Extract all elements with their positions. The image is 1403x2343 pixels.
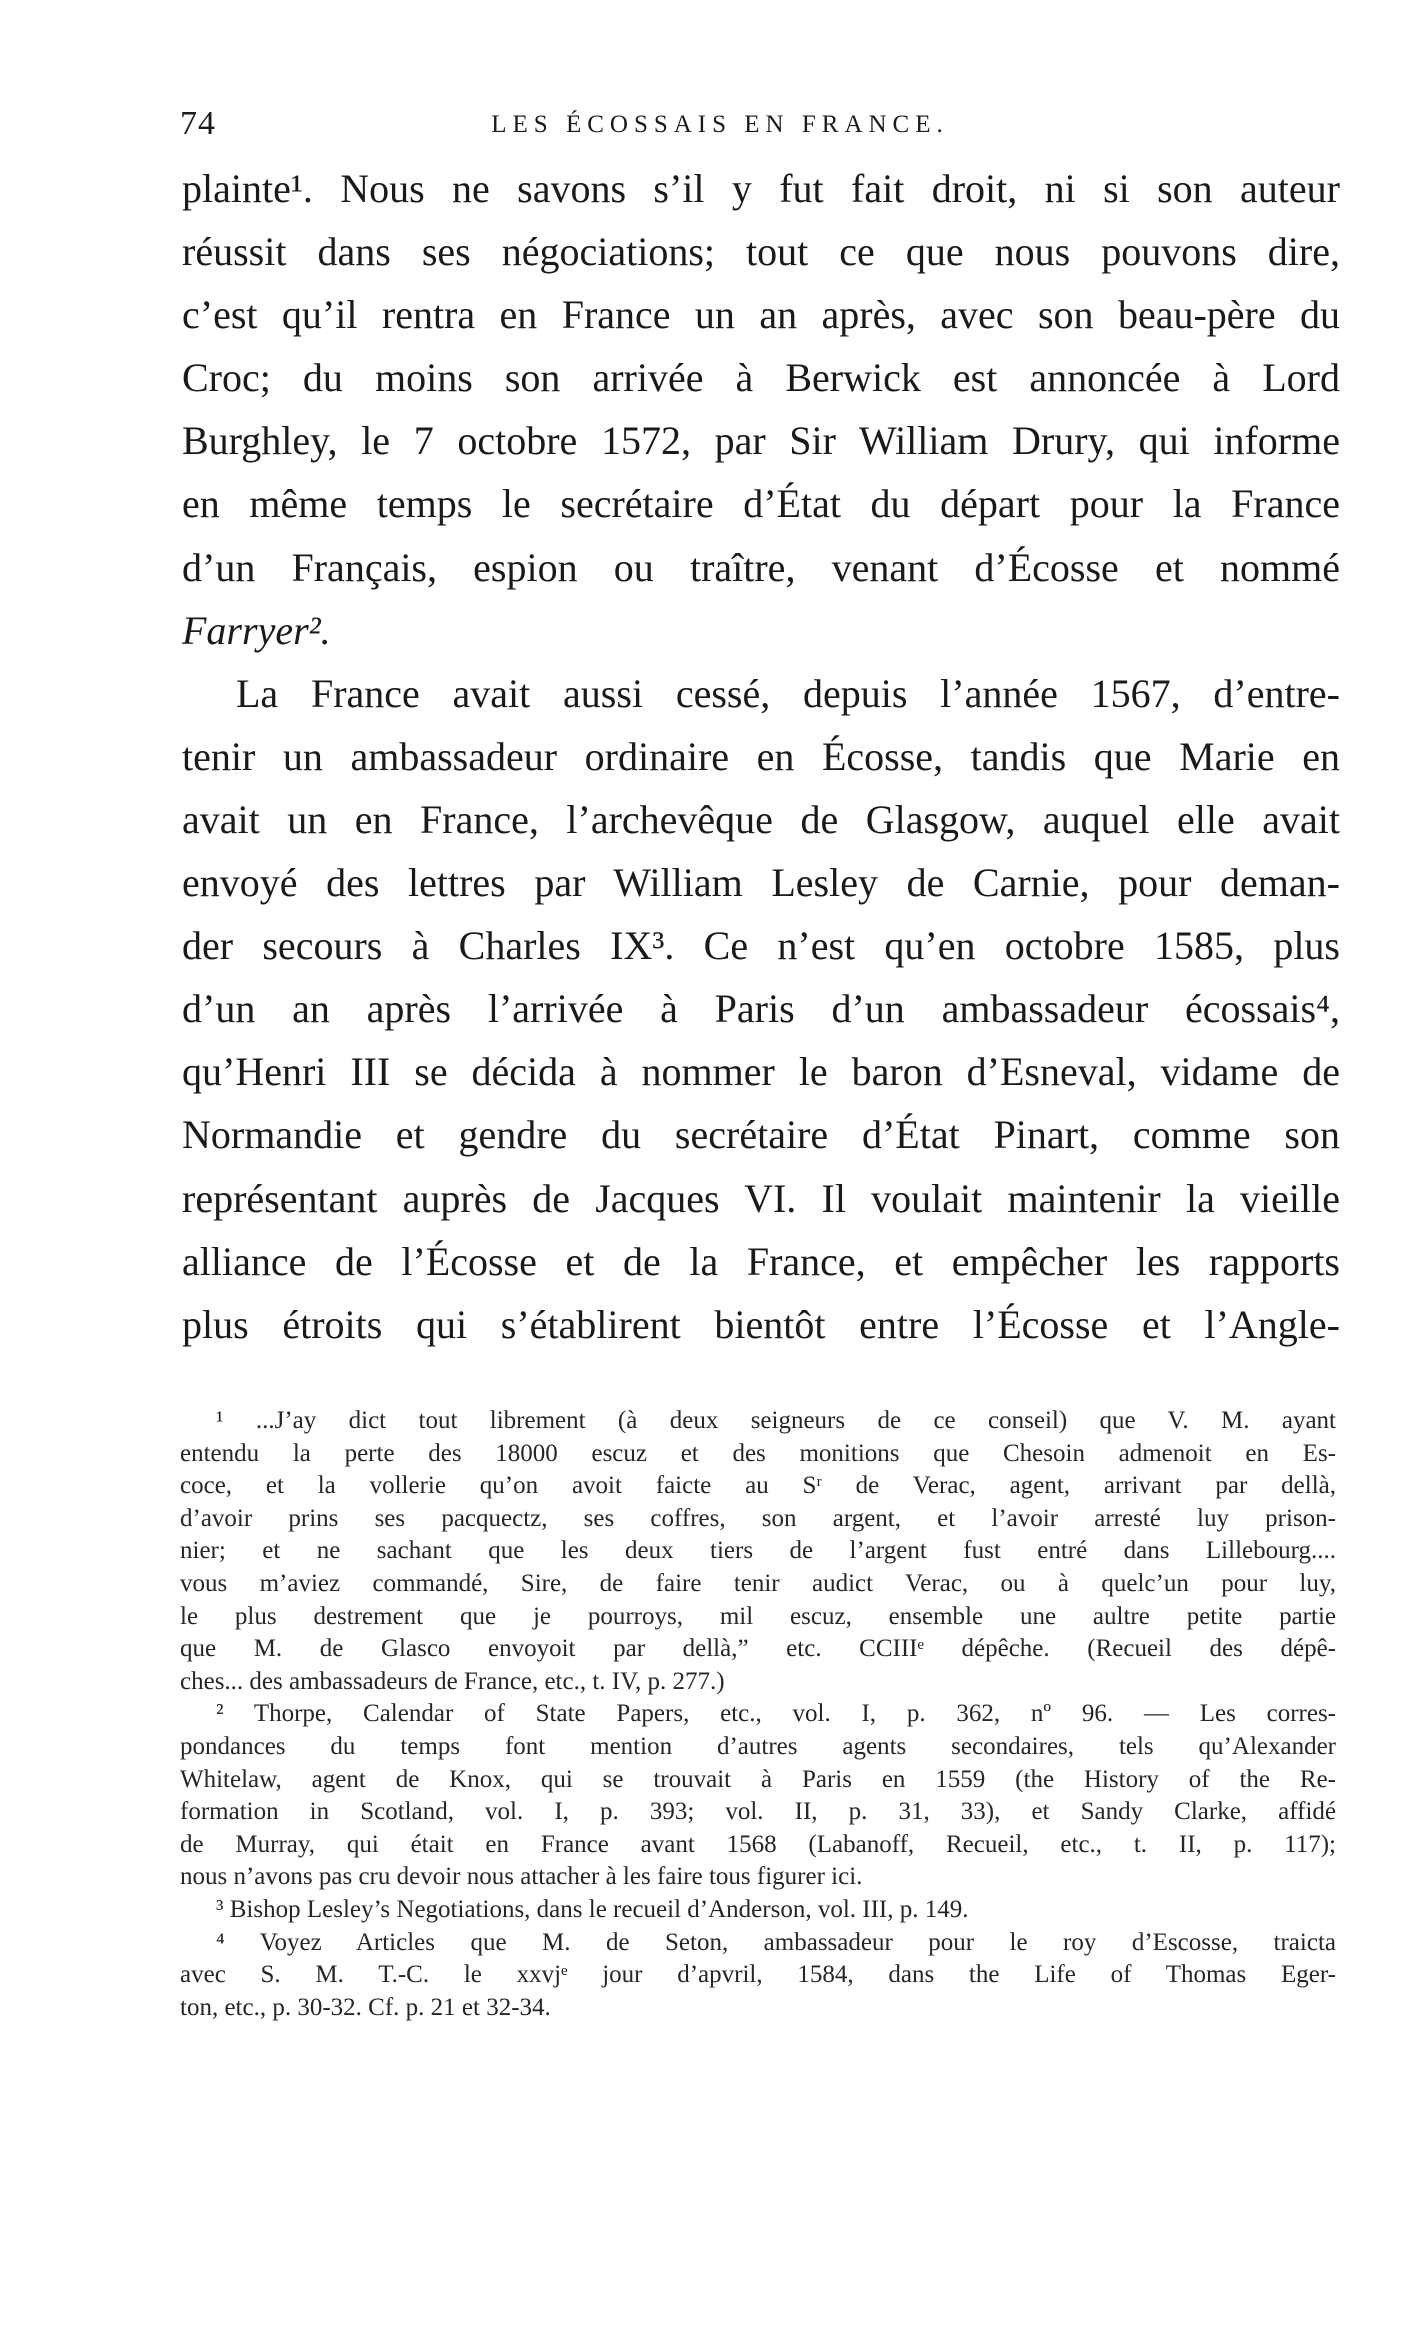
body-line: d’un an après l’arrivée à Paris d’un ambassadeur écossais⁴, bbox=[182, 986, 1340, 1032]
footnote-3: ³ Bishop Lesley’s Negotiations, dans le recueil d’Anderson, vol. III, p. 149. bbox=[216, 1895, 969, 1923]
body-text bbox=[182, 157, 1340, 1356]
body-line: alliance de l’Écosse et de la France, et empêcher les rapports bbox=[182, 1238, 1340, 1284]
footnote-2-start: ² Thorpe, Calendar of State Papers, etc., vol. I, p. 362, nº 96. — Les corres- bbox=[216, 1700, 1336, 1728]
running-title: LES ÉCOSSAIS EN FRANCE. bbox=[491, 111, 949, 138]
body-line: plus étroits qui s’établirent bientôt entre l’Écosse et l’Angle- bbox=[182, 1301, 1340, 1347]
body-line: réussit dans ses négociations; tout ce que nous pouvons dire, bbox=[182, 229, 1340, 275]
body-line: envoyé des lettres par William Lesley de Carnie, pour deman- bbox=[182, 860, 1340, 906]
page-header bbox=[180, 105, 1260, 150]
footnote-line: ton, etc., p. 30-32. Cf. p. 21 et 32-34. bbox=[180, 1993, 551, 2021]
footnote-line: ches... des ambassadeurs de France, etc., t. IV, p. 277.) bbox=[180, 1667, 725, 1695]
footnote-line: Whitelaw, agent de Knox, qui se trouvait à Paris en 1559 (the History of the Re- bbox=[180, 1765, 1336, 1793]
footnote-line: d’avoir prins ses pacquectz, ses coffres, son argent, et l’avoir arresté luy prison- bbox=[180, 1504, 1336, 1532]
footnote-line: entendu la perte des 18000 escuz et des monitions que Chesoin admenoit en Es- bbox=[180, 1439, 1336, 1467]
body-line: représentant auprès de Jacques VI. Il voulait maintenir la vieille bbox=[182, 1175, 1340, 1221]
body-line: d’un Français, espion ou traître, venant d’Écosse et nommé bbox=[182, 544, 1340, 590]
body-line: der secours à Charles IX³. Ce n’est qu’en octobre 1585, plus bbox=[182, 923, 1340, 969]
page-number: 74 bbox=[180, 105, 216, 142]
footnote-line: coce, et la vollerie qu’on avoit faicte au Sʳ de Verac, agent, arrivant par dellà, bbox=[180, 1472, 1336, 1500]
footnote-1-start: ¹ ...J’ay dict tout librement (à deux seigneurs de ce conseil) que V. M. ayant bbox=[216, 1407, 1336, 1434]
body-line: plainte¹. Nous ne savons s’il y fut fait droit, ni si son auteur bbox=[182, 166, 1340, 211]
footnote-line: de Murray, qui était en France avant 1568 (Labanoff, Recueil, etc., t. II, p. 117); bbox=[180, 1830, 1336, 1858]
body-line: tenir un ambassadeur ordinaire en Écosse, tandis que Marie en bbox=[182, 733, 1340, 779]
footnote-line: pondances du temps font mention d’autres agents secondaires, tels qu’Alexander bbox=[180, 1732, 1336, 1760]
body-line-italic-name: Farryer². bbox=[182, 607, 331, 653]
footnote-line: que M. de Glasco envoyoit par dellà,” etc. CCIIIᵉ dépêche. (Recueil des dépê- bbox=[180, 1635, 1336, 1663]
footnote-line: avec S. M. T.-C. le xxvjᵉ jour d’apvril, 1584, dans the Life of Thomas Eger- bbox=[180, 1961, 1336, 1989]
body-line: Normandie et gendre du secrétaire d’État Pinart, comme son bbox=[182, 1112, 1340, 1158]
footnote-line: vous m’aviez commandé, Sire, de faire tenir audict Verac, ou à quelc’un pour luy, bbox=[180, 1569, 1336, 1597]
body-line: Burghley, le 7 octobre 1572, par Sir William Drury, qui informe bbox=[182, 418, 1340, 464]
footnotes bbox=[180, 1405, 1336, 2024]
footnote-line: nier; et ne sachant que les deux tiers de l’argent fust entré dans Lillebourg.... bbox=[180, 1537, 1336, 1565]
footnote-line: formation in Scotland, vol. I, p. 393; vol. II, p. 31, 33), et Sandy Clarke, affidé bbox=[180, 1798, 1336, 1826]
body-line: Croc; du moins son arrivée à Berwick est annoncée à Lord bbox=[182, 355, 1340, 401]
body-line-paragraph-start: La France avait aussi cessé, depuis l’année 1567, d’entre- bbox=[236, 670, 1340, 716]
footnote-4-start: ⁴ Voyez Articles que M. de Seton, ambassadeur pour le roy d’Escosse, traicta bbox=[216, 1928, 1336, 1956]
footnote-line: nous n’avons pas cru devoir nous attacher à les faire tous figurer ici. bbox=[180, 1863, 863, 1891]
body-line: qu’Henri III se décida à nommer le baron d’Esneval, vidame de bbox=[182, 1049, 1340, 1095]
body-line: en même temps le secrétaire d’État du départ pour la France bbox=[182, 481, 1340, 527]
footnote-line: le plus destrement que je pourroys, mil escuz, ensemble une aultre petite partie bbox=[180, 1602, 1336, 1630]
body-line: avait un en France, l’archevêque de Glasgow, auquel elle avait bbox=[182, 796, 1340, 842]
body-line: c’est qu’il rentra en France un an après, avec son beau-père du bbox=[182, 292, 1340, 338]
